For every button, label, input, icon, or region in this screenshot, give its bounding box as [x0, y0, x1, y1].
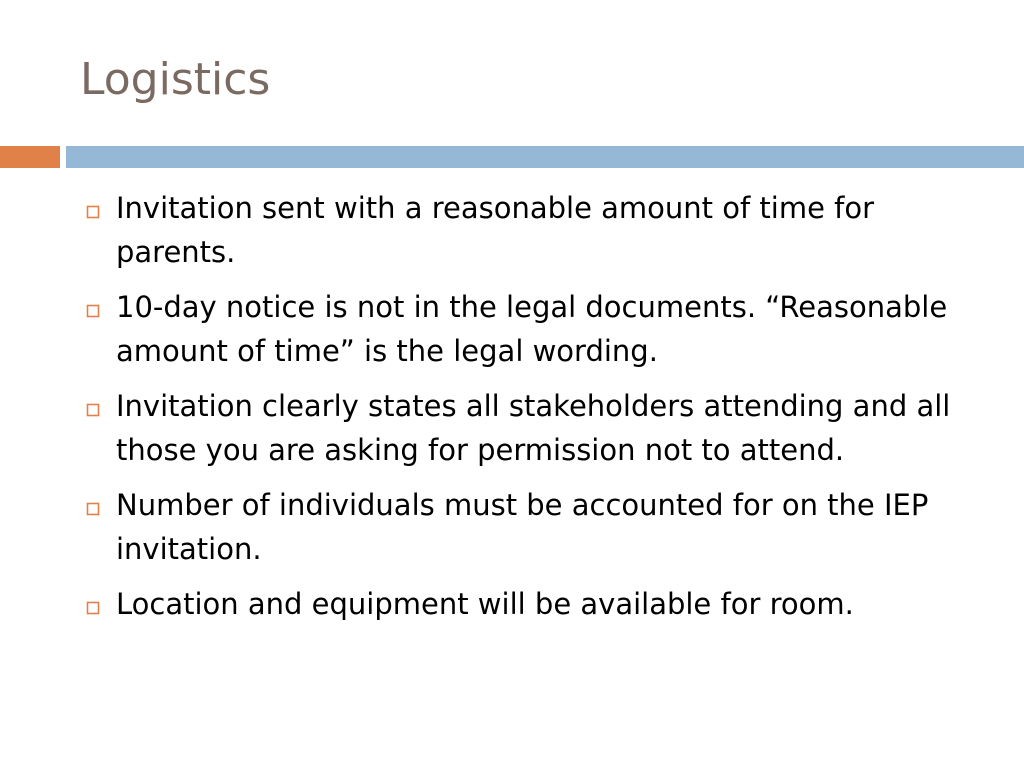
bullet-text: Invitation clearly states all stakeholders attending and all those you are asking for permission not to attend. — [116, 389, 951, 467]
bullet-list — [80, 186, 980, 637]
accent-bar-left — [0, 146, 60, 168]
bullet-text: Location and equipment will be available for room. — [116, 587, 854, 621]
bullet-item — [80, 285, 980, 373]
hollow-square-bullet-icon — [81, 384, 105, 428]
bullet-item — [80, 186, 980, 274]
hollow-square-bullet-icon — [81, 186, 105, 230]
hollow-square-bullet-icon — [81, 285, 105, 329]
bullet-text: Number of individuals must be accounted for on the IEP invitation. — [116, 488, 929, 566]
bullet-item — [80, 384, 980, 472]
bullet-item — [80, 582, 980, 626]
slide-title: Logistics — [80, 54, 271, 105]
accent-bar-right — [66, 146, 1024, 168]
bullet-text: Invitation sent with a reasonable amount of time for parents. — [116, 191, 875, 269]
bullet-item — [80, 483, 980, 571]
hollow-square-bullet-icon — [81, 582, 105, 626]
bullet-text: 10-day notice is not in the legal documents. “Reasonable amount of time” is the legal wording. — [116, 290, 948, 368]
hollow-square-bullet-icon — [81, 483, 105, 527]
